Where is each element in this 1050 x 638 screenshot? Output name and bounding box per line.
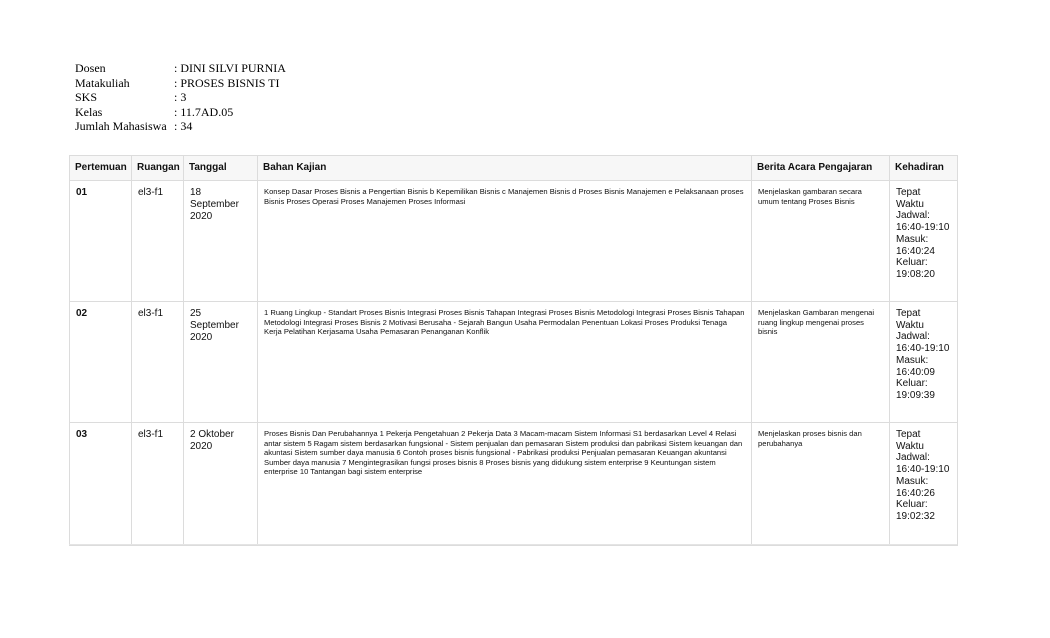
berita-acara-cell: Menjelaskan Gambaran mengenai ruang lingkup mengenai proses bisnis: [752, 302, 890, 423]
course-info: [75, 61, 286, 134]
sks-label: SKS: [75, 90, 98, 105]
column-header-kehadiran: Kehadiran: [890, 156, 958, 181]
ruangan-cell: el3-f1: [132, 302, 184, 423]
kelas-label: Kelas: [75, 104, 103, 119]
berita-acara-cell: Menjelaskan proses bisnis dan perubahanya: [752, 423, 890, 546]
column-header-tanggal: Tanggal: [184, 156, 258, 181]
tanggal-cell: 2 Oktober 2020: [184, 423, 258, 546]
tanggal-cell: 18 September 2020: [184, 181, 258, 302]
berita-acara-cell: Menjelaskan gambaran secara umum tentang Proses Bisnis: [752, 181, 890, 302]
mahasiswa-label: Jumlah Mahasiswa: [75, 119, 167, 134]
ruangan-cell: el3-f1: [132, 423, 184, 546]
info-row-dosen: [75, 61, 286, 76]
kelas-value: : 11.7AD.05: [174, 104, 234, 119]
matakuliah-value: : PROSES BISNIS TI: [174, 75, 280, 90]
tanggal-cell: 25 September 2020: [184, 302, 258, 423]
column-header-ruangan: Ruangan: [132, 156, 184, 181]
dosen-value: : DINI SILVI PURNIA: [174, 61, 286, 75]
bahan-kajian-cell: 1 Ruang Lingkup - Standart Proses Bisnis Integrasi Proses Bisnis Tahapan Integrasi Proses Bisnis Metodologi Integrasi Proses Bisnis Tahapan Metodologi Integrasi Proses Bisnis 2 Motivasi Berusaha - Sejarah Bangun Usaha Permodalan Penentuan Lokasi Proses Produksi Tenaga Kerja Pelatihan Kerjasama Usaha Pemasaran Penanganan Konflik: [258, 302, 752, 423]
column-header-berita-acara: Berita Acara Pengajaran: [752, 156, 890, 181]
info-row-mahasiswa: [75, 119, 286, 134]
pertemuan-cell: 01: [70, 181, 132, 302]
table-row: [70, 181, 958, 302]
column-header-pertemuan: Pertemuan: [70, 156, 132, 181]
info-row-kelas: [75, 105, 286, 120]
kehadiran-cell: Tepat Waktu Jadwal: 16:40-19:10 Masuk: 16:40:09 Keluar: 19:09:39: [890, 302, 958, 423]
info-row-matakuliah: [75, 76, 286, 91]
table-row: [70, 423, 958, 546]
matakuliah-label: Matakuliah: [75, 75, 130, 90]
sks-value: : 3: [174, 90, 187, 105]
bahan-kajian-cell: Konsep Dasar Proses Bisnis a Pengertian Bisnis b Kepemilikan Bisnis c Manajemen Bisnis d Proses Bisnis Manajemen e Pelaksanaan proses Bisnis Proses Operasi Proses Manajemen Proses Informasi: [258, 181, 752, 302]
bahan-kajian-cell: Proses Bisnis Dan Perubahannya 1 Pekerja Pengetahuan 2 Pekerja Data 3 Macam-macam Sistem Informasi S1 berdasarkan Level 4 Relasi antar sistem 5 Ragam sistem berdasarkan fungsional - Sistem penjualan dan pemasaran Sistem produksi dan pabrikasi Sistem keuangan dan akuntasi Sistem sumber daya manusia 6 Contoh proses bisnis fungsional - Pabrikasi produksi Penjualan pemasaran Keuangan akuntansi Sumber daya manusia 7 Mengintegrasikan fungsi proses bisnis 8 Proses bisnis yang didukung sistem enterprise 9 Keuntungan sistem enterprise 10 Tantangan bagi sistem enterprise: [258, 423, 752, 546]
kehadiran-cell: Tepat Waktu Jadwal: 16:40-19:10 Masuk: 16:40:24 Keluar: 19:08:20: [890, 181, 958, 302]
attendance-table: [69, 155, 958, 546]
kehadiran-cell: Tepat Waktu Jadwal: 16:40-19:10 Masuk: 16:40:26 Keluar: 19:02:32: [890, 423, 958, 546]
info-row-sks: [75, 90, 286, 105]
table-bottom-divider: [69, 544, 957, 545]
pertemuan-cell: 02: [70, 302, 132, 423]
dosen-label: Dosen: [75, 61, 106, 75]
ruangan-cell: el3-f1: [132, 181, 184, 302]
mahasiswa-value: : 34: [174, 119, 193, 134]
table-header-row: [70, 156, 958, 181]
table-row: [70, 302, 958, 423]
pertemuan-cell: 03: [70, 423, 132, 546]
column-header-bahan-kajian: Bahan Kajian: [258, 156, 752, 181]
